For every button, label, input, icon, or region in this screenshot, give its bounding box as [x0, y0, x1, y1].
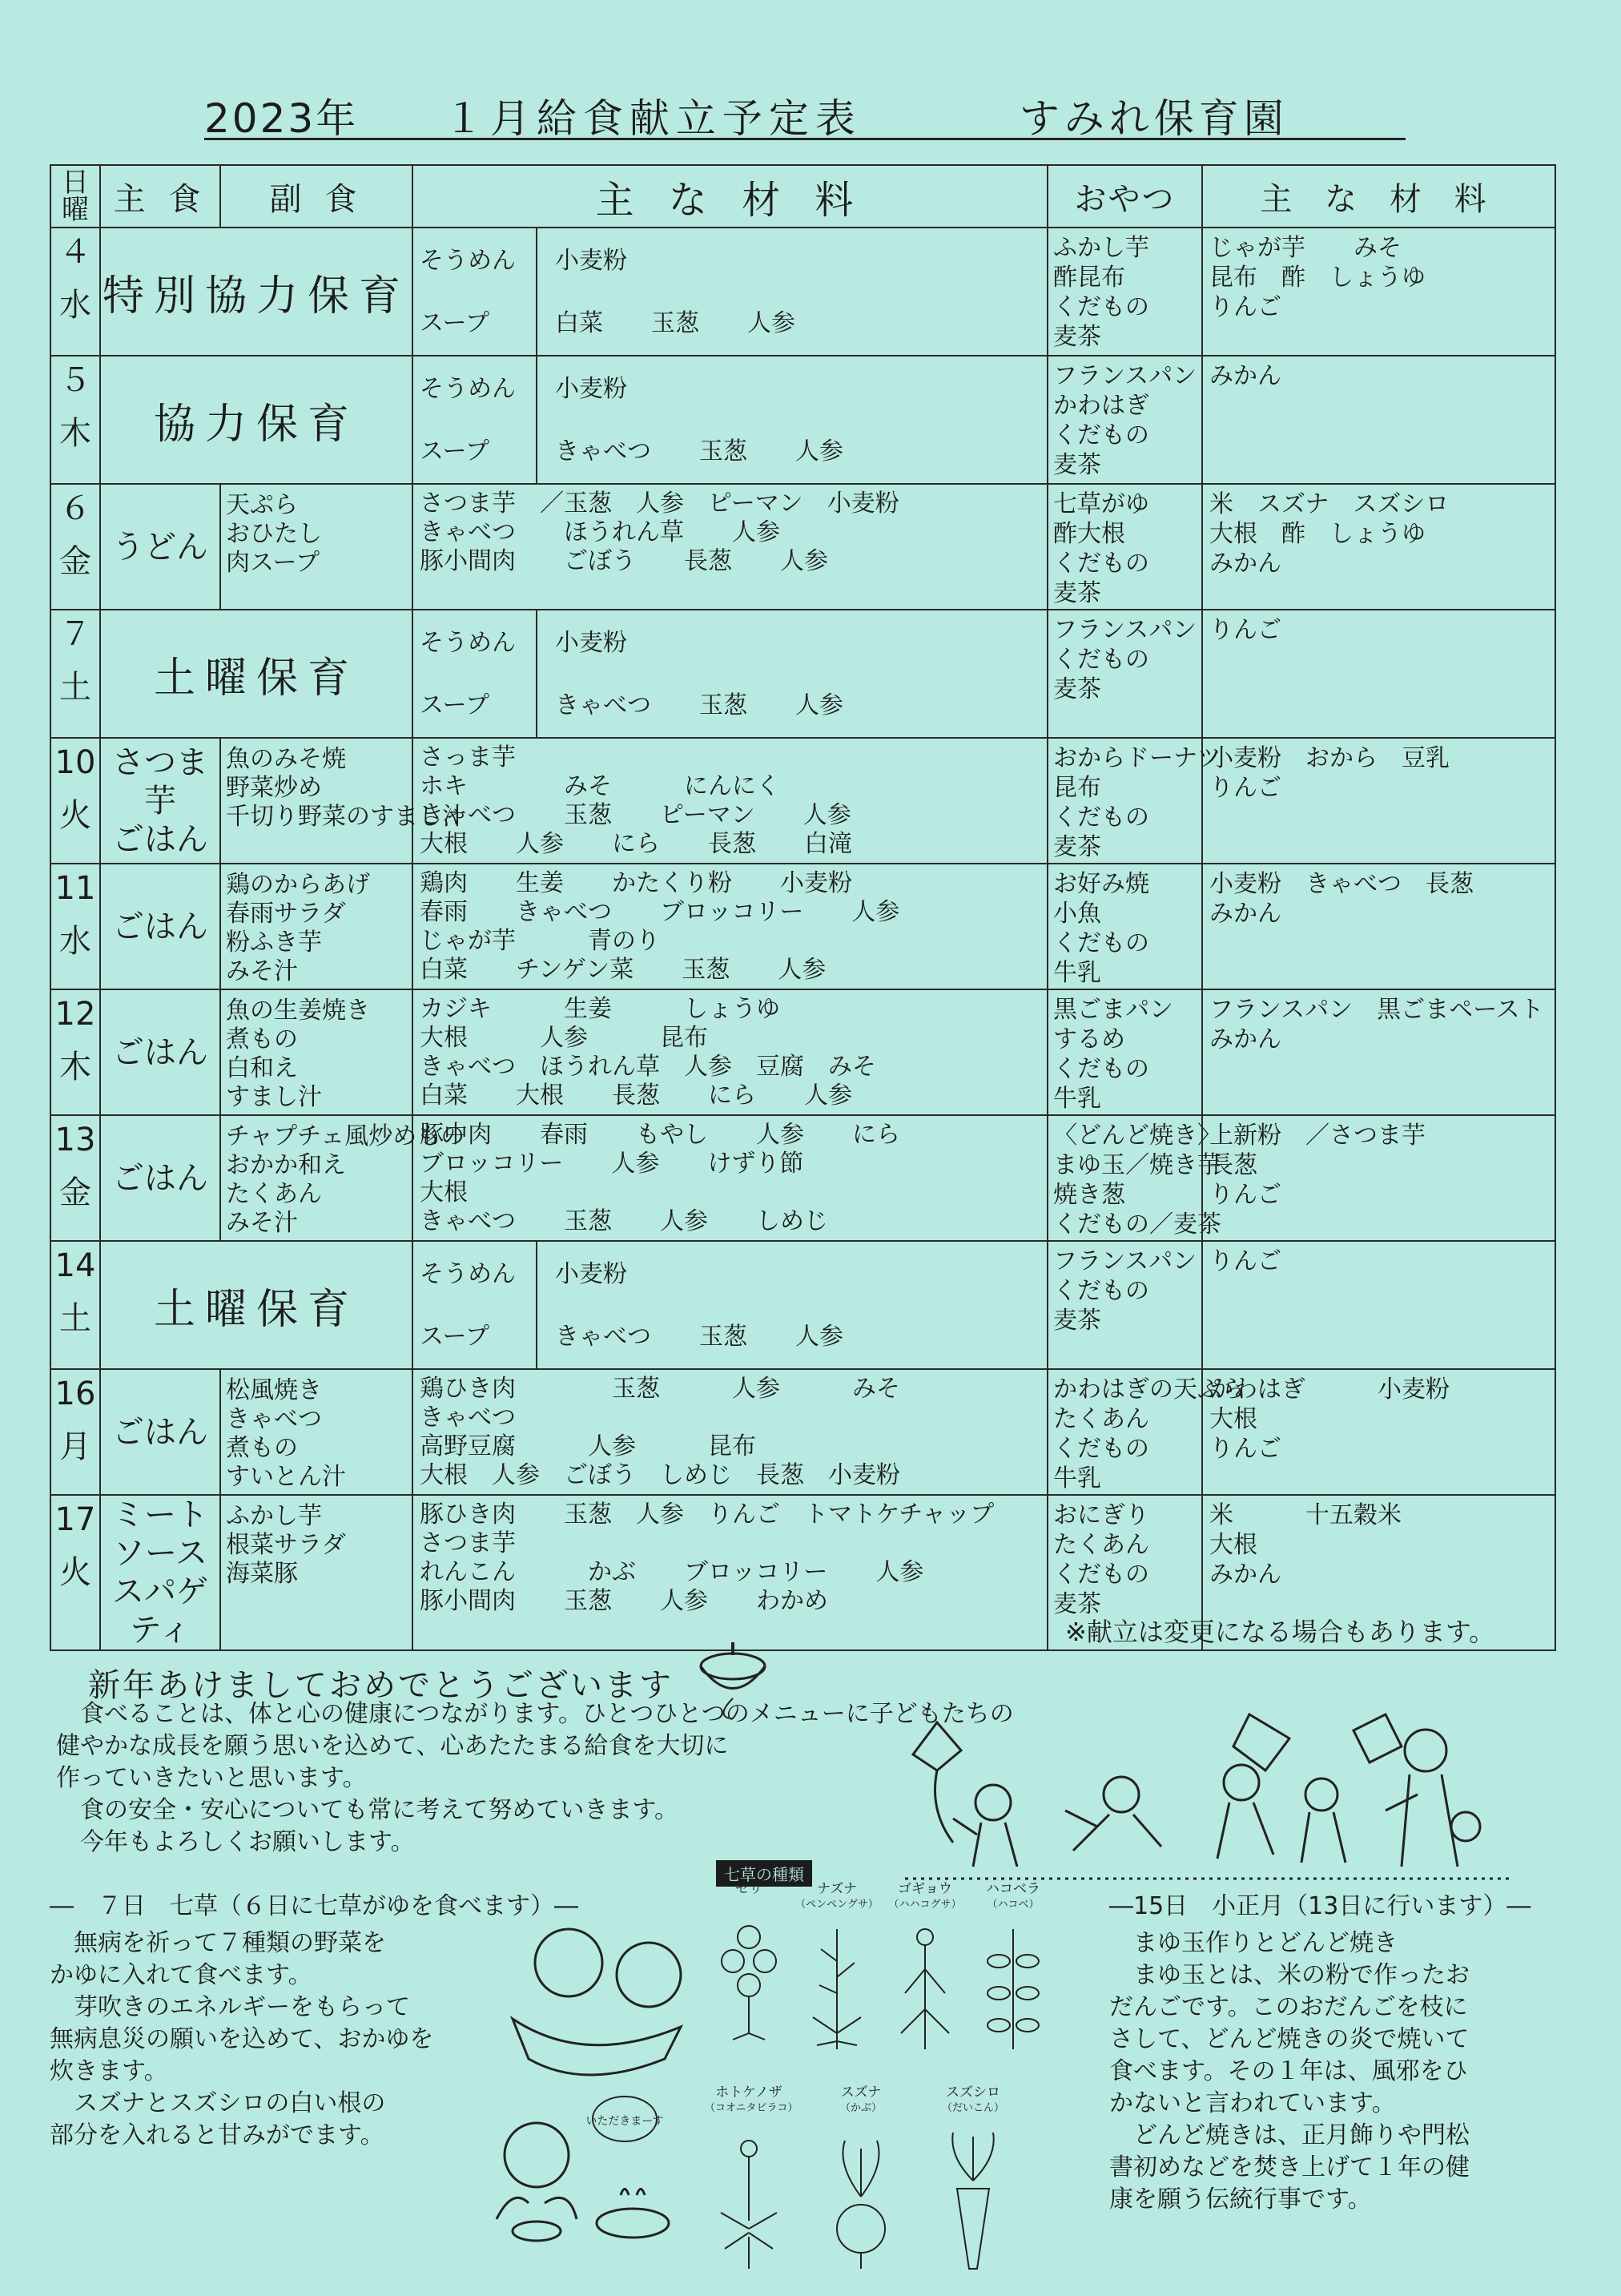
snack-item: おからドーナツ: [1053, 744, 1221, 772]
herb-hotokenoza-icon: [709, 2117, 789, 2277]
side-dish: 千切り野菜のすまし汁: [226, 803, 466, 831]
ingredient-line: 鶏ひき肉 玉葱 人参 みそ: [420, 1375, 900, 1403]
day-cell: [50, 1115, 100, 1241]
dish-name: スープ: [420, 691, 489, 719]
staple-cell: [100, 1369, 220, 1495]
staple-cell: [100, 864, 220, 989]
koshogatsu-line: まゆ玉作りとどんど焼き: [1109, 1929, 1398, 1957]
side-dish: おひたし: [226, 520, 322, 548]
ingredient-line: 大根 人参 にら 長葱 白滝: [420, 830, 852, 858]
snack-item: くだもの: [1053, 550, 1149, 578]
ingredient-line: 豚ひき肉 玉葱 人参 りんご トマトケチャップ: [420, 1500, 995, 1529]
day-cell: [50, 356, 100, 484]
day-cell: [50, 989, 100, 1115]
side-dish: 魚のみそ焼: [226, 745, 346, 773]
day-cell: [50, 864, 100, 989]
snack-item: たくあん: [1053, 1531, 1149, 1559]
ingredient-line: カジキ 生姜 しょうゆ: [420, 995, 780, 1023]
snack-cell: [1048, 228, 1202, 356]
snack-item: 牛乳: [1053, 1464, 1101, 1492]
snack-ingredients-cell: [1202, 356, 1555, 484]
dish-name: そうめん: [420, 247, 516, 275]
snack-item: ふかし芋: [1053, 234, 1149, 262]
nanakusa-line: 無病息災の願いを込めて、おかゆを: [50, 2025, 434, 2053]
spinning-top-illustration: [689, 1634, 777, 1722]
herb-item: スズナ （かぶ）: [817, 2085, 905, 2281]
ingredient-line: 小麦粉: [555, 375, 627, 403]
special-care: 特別協力保育: [100, 228, 412, 356]
snack-ingredient: みかん: [1209, 1561, 1281, 1589]
koshogatsu-line: まゆ玉とは、米の粉で作ったお: [1109, 1961, 1470, 1989]
herb-item: ホトケノザ （コオニタビラコ）: [705, 2085, 793, 2281]
snack-item: 酢昆布: [1053, 264, 1125, 292]
nanakusa-line: 芽吹きのエネルギーをもらって: [50, 1993, 410, 2021]
date: ６: [59, 490, 91, 527]
snack-ingredient: りんご: [1209, 1435, 1281, 1463]
snack-ingredients-cell: [1202, 864, 1555, 989]
snack-item: 麦茶: [1053, 1590, 1101, 1618]
side-dish: きゃべつ: [226, 1405, 322, 1433]
day-cell: [50, 1369, 100, 1495]
side-dish: 肉スープ: [226, 549, 320, 577]
staple-cell: [100, 1495, 220, 1650]
side-dish: 煮もの: [226, 1434, 298, 1462]
snack-ingredient: フランスパン 黒ごまペースト: [1209, 996, 1544, 1024]
snack-ingredient: りんご: [1209, 293, 1281, 321]
menu-row: [50, 989, 1555, 1115]
staple-name: うどん: [112, 528, 208, 566]
weekday: 月: [59, 1428, 91, 1465]
ingredient-line: きゃべつ 玉葱 ピーマン 人参: [420, 801, 851, 829]
header-day: 日 曜: [50, 165, 100, 228]
side-dish: 野菜炒め: [226, 774, 322, 802]
snack-item: フランスパン: [1053, 1247, 1197, 1275]
snack-item: くだもの: [1053, 1561, 1149, 1589]
side-dish-cell: [220, 1369, 412, 1495]
side-dish: たくあん: [226, 1180, 322, 1208]
ingredient-line: 白菜 玉葱 人参: [555, 309, 795, 337]
side-dish-cell: [220, 738, 466, 864]
ingredient-line: 春雨 きゃべつ ブロッコリー 人参: [420, 898, 900, 926]
snack-item: 麦茶: [1053, 579, 1101, 607]
snack-item: くだもの: [1053, 804, 1149, 832]
snack-ingredients-cell: [1202, 738, 1555, 864]
ingredient-line: 大根 人参 昆布: [420, 1024, 708, 1052]
date: 14: [54, 1247, 96, 1284]
snack-ingredient: りんご: [1209, 1181, 1281, 1209]
special-ingredients: [537, 356, 1048, 484]
staple-name: ごはん: [112, 908, 208, 945]
snack-item: するめ: [1053, 1025, 1125, 1053]
staple-name: さつま芋: [112, 743, 208, 820]
herb-suzushiro-icon: [933, 2117, 1013, 2277]
day-cell: [50, 1241, 100, 1369]
snack-item: 牛乳: [1053, 959, 1101, 987]
table-header-row: [50, 165, 1555, 228]
side-dish: 松風焼き: [226, 1376, 322, 1404]
menu-row: [50, 228, 1555, 356]
snack-item: フランスパン: [1053, 616, 1197, 644]
snack-ingredient: りんご: [1209, 1247, 1281, 1275]
page-title: [204, 87, 1406, 140]
greeting-title: 新年あけましておめでとうございます: [88, 1667, 674, 1704]
snack-item: くだもの: [1053, 1055, 1149, 1083]
special-care: 土曜保育: [100, 1241, 412, 1369]
snack-ingredient: 昆布 酢 しょうゆ: [1209, 264, 1426, 292]
staple-name: スパゲティ: [112, 1573, 208, 1649]
greeting-line: 食の安全・安心についても常に考えて努めていきます。: [56, 1796, 678, 1824]
snack-ingredient: 米 スズナ スズシロ: [1209, 490, 1450, 518]
ingredient-line: きゃべつ 玉葱 人参: [555, 437, 843, 465]
snack-cell: [1048, 484, 1202, 610]
weekday: 金: [59, 1174, 91, 1211]
koshogatsu-section: [1109, 1891, 1558, 2216]
special-ingredients: [537, 228, 1048, 356]
day-cell: [50, 228, 100, 356]
herb-item: ゴギョウ （ハハコグサ）: [881, 1881, 969, 2061]
snack-ingredient: みかん: [1209, 900, 1281, 928]
ingredient-line: 白菜 チンゲン菜 玉葱 人参: [420, 956, 827, 984]
snack-item: くだもの: [1053, 1435, 1149, 1463]
snack-ingredients-cell: [1202, 484, 1555, 610]
side-dish-cell: [220, 1495, 412, 1650]
ingredients-cell: [412, 1369, 1048, 1495]
koshogatsu-line: だんごです。このおだんごを枝に: [1109, 1993, 1468, 2021]
date: 11: [54, 870, 96, 907]
snack-ingredient: じゃが芋 みそ: [1209, 234, 1402, 262]
herb-item: ナズナ （ペンペングサ）: [793, 1881, 881, 2061]
snack-item: 七草がゆ: [1053, 490, 1149, 518]
staple-name: ごはん: [112, 820, 208, 858]
special-dishes: [412, 356, 537, 484]
koshogatsu-line: さして、どんど焼きの炎で焼いて: [1109, 2025, 1470, 2053]
snack-cell: [1048, 610, 1202, 738]
greeting-line: 食べることは、体と心の健康につながります。ひとつひとつのメニューに子どもたちの: [56, 1700, 1014, 1728]
ingredient-line: 豚小間肉 ごぼう 長葱 人参: [420, 547, 828, 575]
day-cell: [50, 610, 100, 738]
date: 13: [54, 1122, 96, 1158]
dish-name: スープ: [420, 1323, 489, 1351]
snack-cell: [1048, 989, 1202, 1115]
snack-item: 麦茶: [1053, 1307, 1101, 1335]
snack-ingredient: りんご: [1209, 616, 1281, 644]
snack-item: おにぎり: [1053, 1501, 1149, 1529]
staple-cell: [100, 738, 220, 864]
herb-suzuna-icon: [821, 2117, 901, 2277]
snack-ingredients-cell: [1202, 989, 1555, 1115]
dish-name: そうめん: [420, 1260, 516, 1288]
ingredient-line: 大根: [420, 1178, 468, 1206]
menu-row: [50, 356, 1555, 484]
snack-item: フランスパン: [1053, 362, 1197, 390]
herb-item: セリ: [705, 1881, 793, 2045]
herbs-title: 七草の種類: [716, 1860, 812, 1887]
dish-name: スープ: [420, 437, 489, 465]
herb-nazuna-icon: [797, 1913, 877, 2057]
kids-eating-illustration: [465, 1915, 705, 2251]
koshogatsu-line: 書初めなどを焚き上げて１年の健: [1109, 2153, 1470, 2181]
menu-row: [50, 1115, 1555, 1241]
dish-name: そうめん: [420, 375, 516, 403]
ingredient-line: さつま芋: [420, 1529, 516, 1557]
staple-name: ごはん: [112, 1033, 208, 1071]
day-cell: [50, 1495, 100, 1650]
weekday: 金: [59, 543, 91, 580]
menu-row: [50, 864, 1555, 989]
day-cell: [50, 738, 100, 864]
menu-row: [50, 1241, 1555, 1369]
change-note: ※献立は変更になる場合もあります。: [1065, 1617, 1495, 1647]
herb-item: スズシロ （だいこん）: [929, 2085, 1017, 2281]
ingredient-line: れんこん かぶ ブロッコリー 人参: [420, 1558, 924, 1586]
menu-row: [50, 1369, 1555, 1495]
special-dishes: [412, 228, 537, 356]
weekday: 水: [59, 287, 91, 324]
side-dish: 粉ふき芋: [226, 928, 322, 957]
ingredient-line: 白菜 大根 長葱 にら 人参: [420, 1082, 852, 1110]
date: 17: [54, 1501, 96, 1538]
ingredient-line: きゃべつ ほうれん草 人参 豆腐 みそ: [420, 1053, 876, 1081]
snack-item: 焼き葱: [1053, 1181, 1125, 1209]
ingredients-cell: [412, 989, 1048, 1115]
menu-row: [50, 610, 1555, 738]
header-snack: おやつ: [1048, 165, 1202, 228]
snack-cell: [1048, 1115, 1221, 1241]
staple-cell: [100, 484, 220, 610]
date: 10: [54, 744, 96, 781]
snack-ingredients-cell: [1202, 1115, 1555, 1241]
side-dish: チャプチェ風炒めもの: [226, 1122, 465, 1150]
ingredient-line: 高野豆腐 人参 昆布: [420, 1432, 756, 1460]
snack-item: 〈どんど焼き〉: [1053, 1122, 1221, 1150]
day-cell: [50, 484, 100, 610]
ingredient-line: 豚小間肉 玉葱 人参 わかめ: [420, 1587, 828, 1615]
greeting-line: 健やかな成長を願う思いを込めて、心あたたまる給食を大切に: [56, 1732, 729, 1760]
ingredient-line: 大根 人参 ごぼう しめじ 長葱 小麦粉: [420, 1461, 900, 1489]
side-dish: みそ汁: [226, 1209, 298, 1237]
school-name: すみれ保育園: [1019, 95, 1289, 142]
side-dish: すまし汁: [226, 1083, 322, 1111]
greeting-line: 今年もよろしくお願いします。: [56, 1828, 415, 1856]
side-dish: 魚の生姜焼き: [226, 997, 370, 1025]
snack-ingredient: みかん: [1209, 1025, 1281, 1053]
greeting-line: 作っていきたいと思います。: [56, 1764, 367, 1792]
date: ５: [59, 362, 91, 399]
title-main: １月給食献立予定表: [443, 95, 862, 142]
snack-item: 麦茶: [1053, 675, 1101, 703]
snack-item: 牛乳: [1053, 1085, 1101, 1113]
side-dish: みそ汁: [226, 957, 298, 985]
koshogatsu-line: 康を願う伝統行事です。: [1109, 2185, 1372, 2213]
date: 12: [54, 996, 96, 1033]
side-dish: 天ぷら: [226, 491, 298, 519]
weekday: 土: [59, 669, 91, 706]
snack-cell: [1048, 1241, 1202, 1369]
title-year: 2023年: [204, 95, 359, 142]
menu-row: [50, 484, 1555, 610]
header-ingredients: 主 な 材 料: [412, 165, 1048, 228]
ingredient-line: ホキ みそ にんにく: [420, 772, 780, 800]
snack-item: 昆布: [1053, 774, 1101, 802]
special-care: 協力保育: [100, 356, 412, 484]
menu-table: [50, 164, 1556, 1651]
ingredients-cell: [412, 738, 1048, 864]
nanakusa-line: 炊きます。: [50, 2057, 168, 2085]
side-dish: すいとん汁: [226, 1463, 346, 1491]
koshogatsu-heading: ―15日 小正月（13日に行います）―: [1109, 1892, 1531, 1920]
weekday: 土: [59, 1300, 91, 1337]
ingredient-line: じゃが芋 青のり: [420, 927, 660, 955]
snack-ingredients-cell: [1202, 610, 1555, 738]
side-dish-cell: [220, 484, 412, 610]
ingredients-cell: [412, 484, 1048, 610]
special-dishes: [412, 1241, 537, 1369]
date: ４: [59, 234, 91, 271]
nanakusa-herbs-chart: [705, 1860, 1081, 2293]
side-dish: 春雨サラダ: [226, 900, 346, 928]
snack-item: まゆ玉／焼き芋: [1053, 1151, 1221, 1179]
ingredient-line: きゃべつ 玉葱 人参: [555, 691, 843, 719]
menu-row: [50, 738, 1555, 864]
side-dish: 海菜豚: [226, 1560, 298, 1588]
special-ingredients: [537, 1241, 1048, 1369]
nanakusa-line: 部分を入れると甘みがでます。: [50, 2121, 384, 2149]
ingredient-line: きゃべつ 玉葱 人参: [555, 1323, 843, 1351]
snack-ingredients-cell: [1202, 1241, 1555, 1369]
header-side: 副 食: [220, 165, 412, 228]
snack-item: くだもの: [1053, 929, 1149, 957]
snack-item: 酢大根: [1053, 520, 1125, 548]
snack-item: お好み焼: [1053, 870, 1149, 898]
ingredient-line: ブロッコリー 人参 けずり節: [420, 1150, 804, 1178]
side-dish: 根菜サラダ: [226, 1531, 346, 1559]
snack-item: 麦茶: [1053, 833, 1101, 861]
staple-name: ミートソース: [112, 1496, 208, 1572]
nanakusa-line: スズナとスズシロの白い根の: [50, 2089, 386, 2117]
weekday: 木: [59, 415, 91, 452]
staple-name: ごはん: [112, 1413, 208, 1451]
ingredient-line: きゃべつ ほうれん草 人参: [420, 518, 780, 546]
herb-seri-icon: [709, 1897, 789, 2041]
staple-cell: [100, 989, 220, 1115]
snack-ingredient: みかん: [1209, 362, 1281, 390]
ingredient-line: 鶏肉 生姜 かたくり粉 小麦粉: [420, 869, 852, 897]
snack-item: 麦茶: [1053, 451, 1101, 479]
snack-item: たくあん: [1053, 1405, 1149, 1433]
ingredient-line: 小麦粉: [555, 1260, 627, 1288]
weekday: 木: [59, 1049, 91, 1086]
snack-ingredient: かわはぎ 小麦粉: [1209, 1376, 1450, 1404]
snack-item: くだもの: [1053, 646, 1149, 674]
nanakusa-heading: ― ７日 七草（６日に七草がゆを食べます）―: [50, 1892, 578, 1920]
side-dish: 煮もの: [226, 1025, 298, 1053]
snack-item: かわはぎの天ぷら: [1053, 1376, 1245, 1404]
snack-item: 小魚: [1053, 900, 1101, 928]
date: ７: [59, 616, 91, 653]
ingredient-line: 小麦粉: [555, 247, 627, 275]
side-dish: ふかし芋: [226, 1502, 322, 1530]
staple-cell: [100, 1115, 220, 1241]
staple-name: ごはん: [112, 1159, 208, 1197]
greeting-body: [56, 1698, 1014, 1859]
ingredient-line: 豚中肉 春雨 もやし 人参 にら: [420, 1121, 900, 1149]
snack-ingredient: 米 十五穀米: [1209, 1501, 1402, 1529]
date: 16: [54, 1376, 96, 1412]
header-snack-ingredients: 主 な 材 料: [1202, 165, 1555, 228]
side-dish-cell: [220, 989, 412, 1115]
koshogatsu-line: かないと言われています。: [1109, 2089, 1396, 2117]
snack-item: くだもの: [1053, 1277, 1149, 1305]
ingredient-line: きゃべつ 玉葱 人参 しめじ: [420, 1207, 828, 1235]
snack-ingredient: 大根 酢 しょうゆ: [1209, 520, 1426, 548]
side-dish: 鶏のからあげ: [226, 871, 370, 899]
snack-ingredient: 長葱: [1209, 1151, 1257, 1179]
snack-ingredient: みかん: [1209, 550, 1281, 578]
nanakusa-line: 無病を祈って７種類の野菜を: [50, 1929, 386, 1957]
snack-ingredient: 大根: [1209, 1405, 1257, 1433]
ingredient-line: さつま芋 ／玉葱 人参 ピーマン 小麦粉: [420, 489, 899, 518]
special-ingredients: [537, 610, 1048, 738]
ingredients-cell: [412, 1495, 1048, 1650]
koshogatsu-line: 食べます。その１年は、風邪をひ: [1109, 2057, 1468, 2085]
herb-gogyo-icon: [885, 1913, 965, 2057]
side-dish: おかか和え: [226, 1151, 346, 1179]
side-dish-cell: [220, 864, 412, 989]
snack-ingredient: りんご: [1209, 774, 1281, 802]
snack-ingredients-cell: [1202, 1369, 1555, 1495]
snack-cell: [1048, 864, 1202, 989]
snack-item: 黒ごまパン: [1053, 996, 1173, 1024]
side-dish: 白和え: [226, 1054, 298, 1082]
snack-item: くだもの／麦茶: [1053, 1210, 1221, 1239]
special-care: 土曜保育: [100, 610, 412, 738]
nanakusa-line: かゆに入れて食べます。: [50, 1961, 312, 1989]
koshogatsu-line: どんど焼きは、正月飾りや門松: [1109, 2121, 1470, 2149]
snack-cell: [1048, 738, 1221, 864]
ingredient-line: 小麦粉: [555, 629, 627, 657]
speech-bubble: いただきまーす: [585, 2115, 664, 2128]
herb-item: ハコベラ （ハコベ）: [969, 1881, 1057, 2061]
header-staple: 主 食: [100, 165, 220, 228]
ingredients-cell: [412, 1115, 1048, 1241]
snack-ingredient: 小麦粉 おから 豆乳: [1209, 744, 1450, 772]
snack-item: くだもの: [1053, 421, 1149, 449]
ingredients-cell: [412, 864, 1048, 989]
weekday: 火: [59, 797, 91, 834]
dish-name: スープ: [420, 309, 489, 337]
weekday: 火: [59, 1554, 91, 1591]
snack-item: かわはぎ: [1053, 392, 1149, 420]
herb-hakobera-icon: [973, 1913, 1053, 2057]
snack-item: 麦茶: [1053, 323, 1101, 351]
snack-ingredient: 小麦粉 きゃべつ 長葱: [1209, 870, 1474, 898]
snack-cell: [1048, 356, 1202, 484]
weekday: 水: [59, 923, 91, 960]
snack-ingredient: 大根: [1209, 1531, 1257, 1559]
snack-item: くだもの: [1053, 293, 1149, 321]
dish-name: そうめん: [420, 629, 516, 657]
snack-ingredient: 上新粉 ／さつま芋: [1209, 1122, 1426, 1150]
snack-ingredients-cell: [1202, 228, 1555, 356]
ingredient-line: さっま芋: [420, 743, 516, 771]
ingredient-line: きゃべつ: [420, 1404, 516, 1432]
special-dishes: [412, 610, 537, 738]
